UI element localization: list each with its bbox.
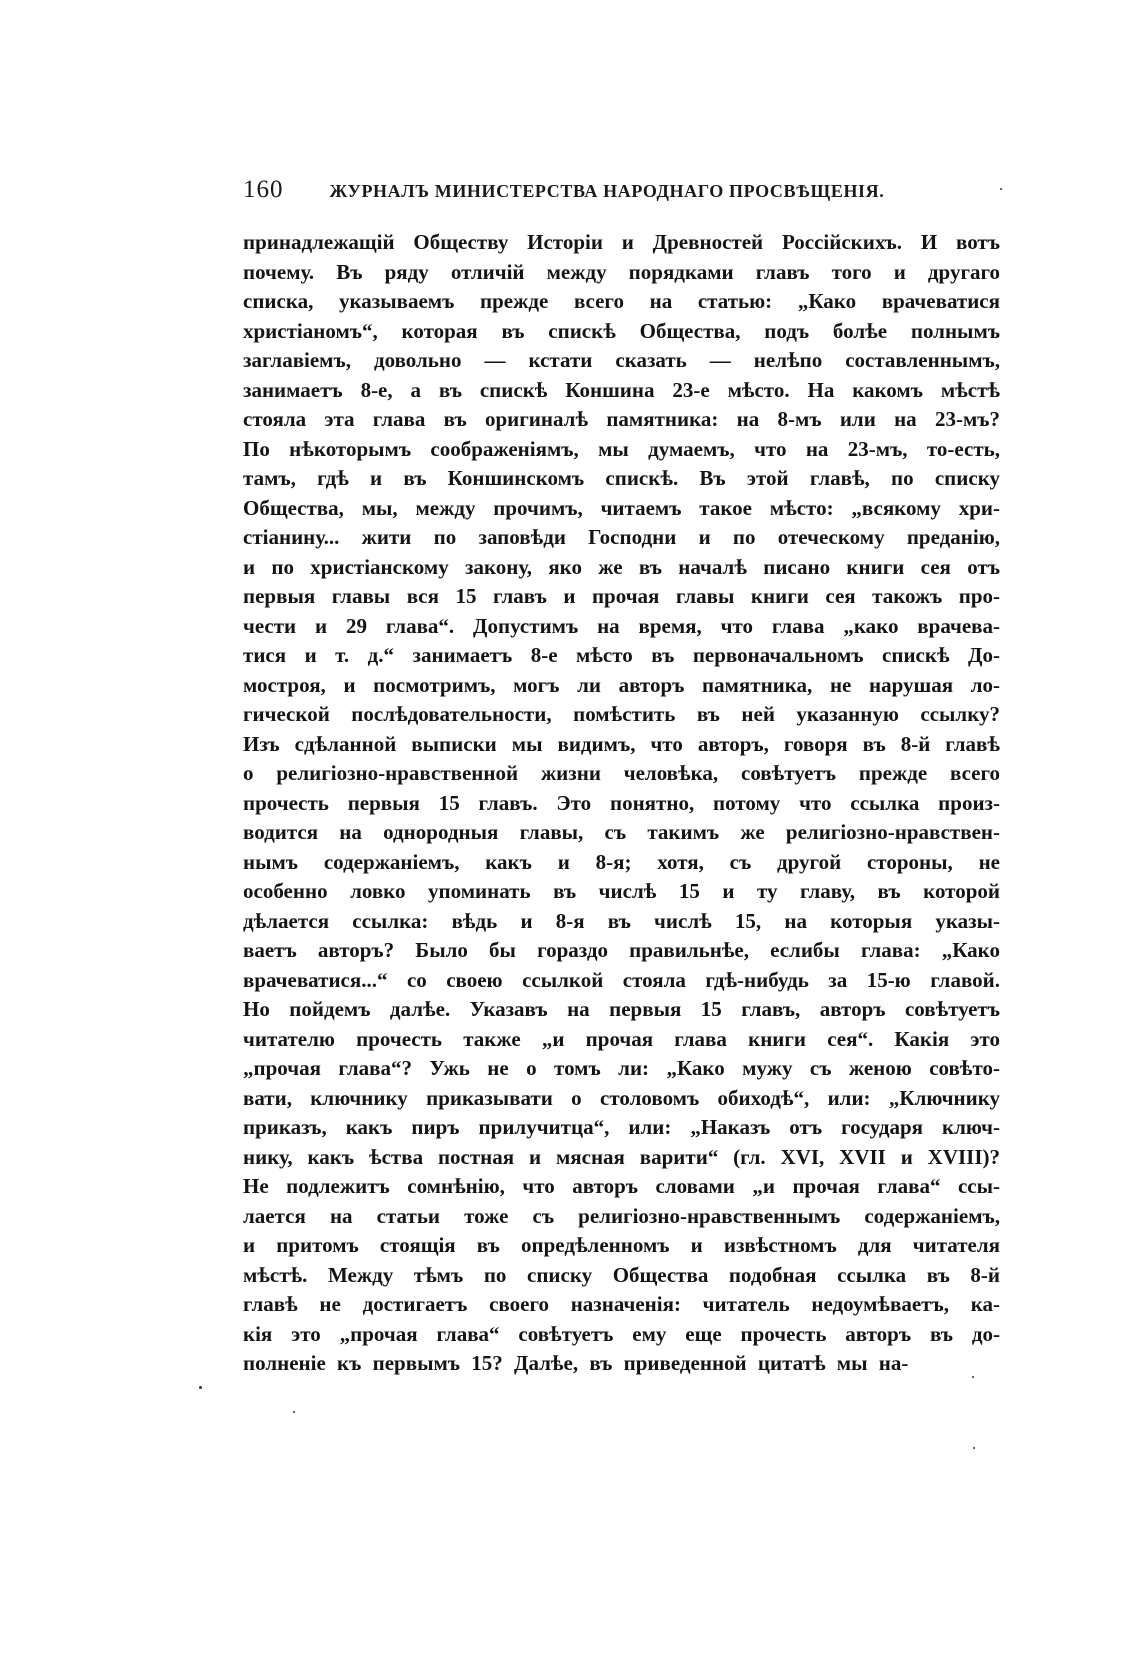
text-line: По нѣкоторымъ соображеніямъ, мы думаемъ, что на 23-мъ, то-есть, bbox=[243, 436, 1000, 461]
text-line: гической послѣдовательности, помѣстить въ ней указанную ссылку? bbox=[243, 702, 1000, 726]
text-line: и по христіанскому закону, яко же въ началѣ писано книги сея отъ bbox=[243, 554, 1000, 579]
text-line: главѣ не достигаетъ своего назначенія: читатель недоумѣваетъ, ка- bbox=[243, 1292, 1000, 1316]
text-line: ваетъ авторъ? Было бы гораздо правильнѣе, еслибы глава: „Како bbox=[243, 938, 1000, 962]
text-line: списка, указываемъ прежде всего на статью: „Како врачеватися bbox=[243, 289, 1000, 313]
text-line: о религіозно-нравственной жизни человѣка, совѣтуетъ прежде всего bbox=[243, 761, 1000, 785]
text-line: прочесть первыя 15 главъ. Это понятно, потому что ссылка произ- bbox=[243, 790, 1000, 815]
text-line: стояла эта глава въ оригиналѣ памятника: на 8-мъ или на 23-мъ? bbox=[243, 407, 1000, 431]
text-line: христіаномъ“, которая въ спискѣ Общества, подъ болѣе полнымъ bbox=[243, 318, 1000, 343]
text-line: заглавіемъ, довольно — кстати сказать — нелѣпо составленнымъ, bbox=[243, 348, 1000, 372]
text-line: тися и т. д.“ занимаетъ 8-е мѣсто въ первоначальномъ спискѣ До- bbox=[243, 643, 1000, 667]
text-line: Общества, мы, между прочимъ, читаемъ такое мѣсто: „всякому хри- bbox=[243, 495, 1000, 520]
text-line: и притомъ стоящія въ опредѣленномъ и извѣстномъ для читателя bbox=[243, 1233, 1000, 1257]
text-line: Изъ сдѣланной выписки мы видимъ, что авторъ, говоря въ 8-й главѣ bbox=[243, 731, 1000, 756]
text-line: вати, ключнику приказывати о столовомъ обиходѣ“, или: „Ключнику bbox=[243, 1085, 1000, 1110]
text-line: особенно ловко упоминать въ числѣ 15 и ту главу, въ которой bbox=[243, 879, 1000, 903]
text-line: чести и 29 глава“. Допустимъ на время, что глава „како врачева- bbox=[243, 613, 1000, 638]
text-line: водится на однородныя главы, съ такимъ же религіозно-нравствен- bbox=[243, 820, 1000, 844]
text-line: первыя главы вся 15 главъ и прочая главы книги сея такожъ про- bbox=[243, 584, 1000, 608]
text-line: занимаетъ 8-е, а въ спискѣ Коншина 23-е мѣсто. На какомъ мѣстѣ bbox=[243, 377, 1000, 402]
text-line: нымъ содержаніемъ, какъ и 8-я; хотя, съ другой стороны, не bbox=[243, 849, 1000, 874]
text-line: почему. Въ ряду отличій между порядками главъ того и другаго bbox=[243, 259, 1000, 284]
scan-speck bbox=[293, 1411, 295, 1413]
text-line: мостроя, и посмотримъ, могъ ли авторъ памятника, не нарушая ло- bbox=[243, 672, 1000, 697]
text-line: „прочая глава“? Ужь не о томъ ли: „Како мужу съ женою совѣто- bbox=[243, 1056, 1000, 1080]
text-line: принадлежащій Обществу Исторіи и Древностей Россійскихъ. И вотъ bbox=[243, 230, 1000, 254]
text-line: кія это „прочая глава“ совѣтуетъ ему еще прочесть авторъ въ до- bbox=[243, 1321, 1000, 1346]
scan-speck bbox=[973, 1447, 975, 1449]
text-line: читателю прочесть также „и прочая глава книги сея“. Какія это bbox=[243, 1026, 1000, 1051]
text-line: Не подлежитъ сомнѣнію, что авторъ словами „и прочая глава“ ссы- bbox=[243, 1174, 1000, 1198]
scan-speck bbox=[1000, 188, 1002, 190]
scan-speck bbox=[199, 1386, 202, 1389]
text-line: Но пойдемъ далѣе. Указавъ на первыя 15 главъ, авторъ совѣтуетъ bbox=[243, 997, 1000, 1021]
scan-speck bbox=[972, 1376, 974, 1378]
text-line: лается на статьи тоже съ религіозно-нравственнымъ содержаніемъ, bbox=[243, 1203, 1000, 1228]
text-line: стіанину... жити по заповѣди Господни и по отеческому преданію, bbox=[243, 525, 1000, 549]
text-line: нику, какъ ѣства постная и мясная варити“ (гл. XVI, XVII и XVIII)? bbox=[243, 1144, 1000, 1169]
body-text bbox=[243, 228, 1000, 1379]
text-line: дѣлается ссылка: вѣдь и 8-я въ числѣ 15, на которыя указы- bbox=[243, 908, 1000, 933]
text-line: мѣстѣ. Между тѣмъ по списку Общества подобная ссылка въ 8-й bbox=[243, 1262, 1000, 1287]
text-line: полненіе къ первымъ 15? Далѣе, въ приведенной цитатѣ мы на- bbox=[243, 1351, 909, 1375]
text-line: врачеватися...“ со своею ссылкой стояла гдѣ-нибудь за 15-ю главой. bbox=[243, 967, 1000, 992]
journal-title: ЖУРНАЛЪ МИНИСТЕРСТВА НАРОДНАГО ПРОСВѢЩЕНІЯ. bbox=[329, 181, 885, 201]
running-head bbox=[243, 176, 1003, 212]
text-line: приказъ, какъ пиръ прилучитца“, или: „Наказъ отъ государя ключ- bbox=[243, 1115, 1000, 1139]
page-number: 160 bbox=[243, 176, 284, 203]
text-line: тамъ, гдѣ и въ Коншинскомъ спискѣ. Въ этой главѣ, по списку bbox=[243, 466, 1000, 490]
